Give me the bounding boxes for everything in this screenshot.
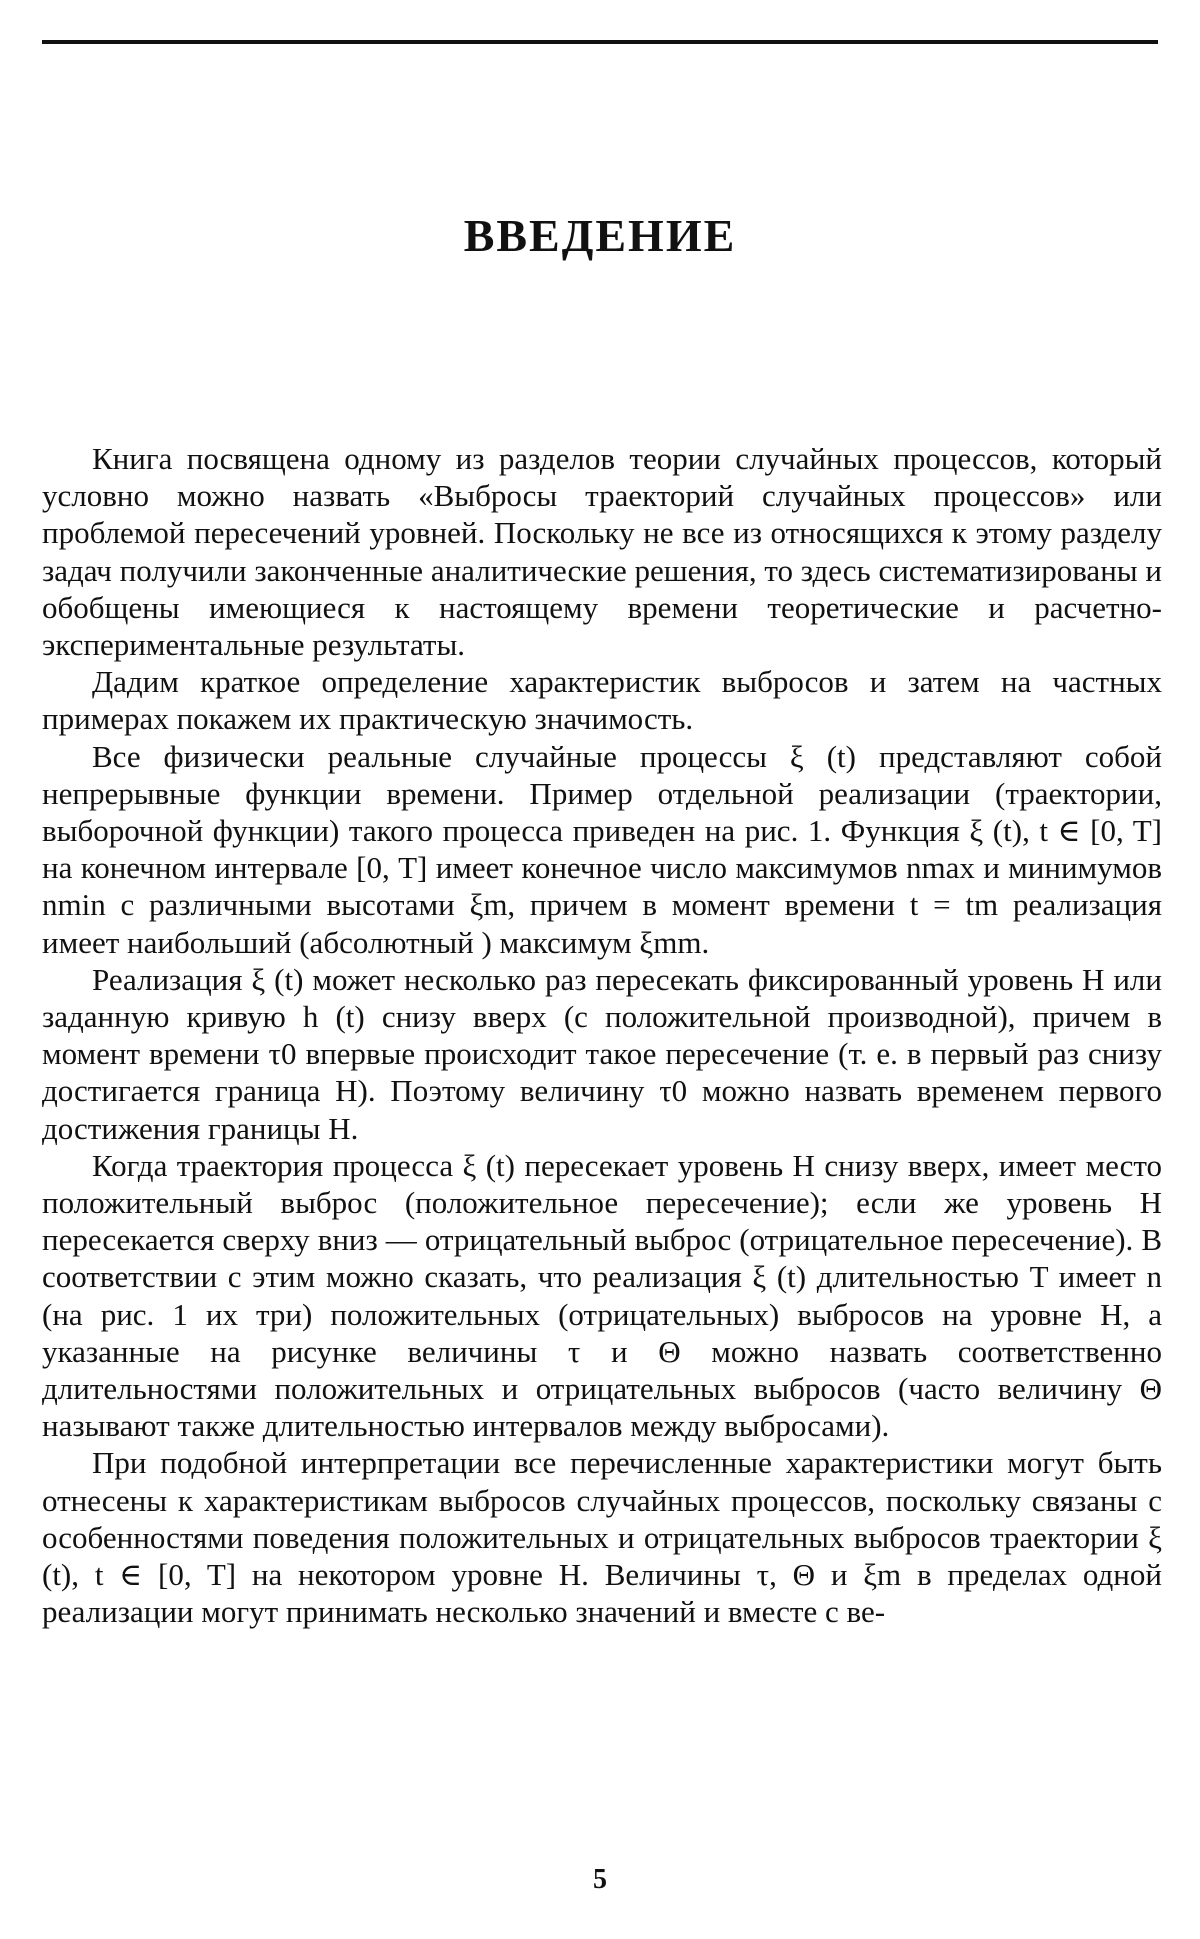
paragraph-2: Дадим краткое определение характеристик выбросов и затем на частных примерах покажем их практическую значимость. [42,664,1162,737]
paragraph-3: Все физически реальные случайные процессы ξ (t) представляют собой непрерывные функции времени. Пример отдельной реализации (траектории, выборочной функции) такого процесса приведен на рис. 1. Функция ξ (t), t ∈ [0, T] на конечном интервале [0, T] имеет конечное число максимумов nmax и минимумов nmin с различными высотами ξm, причем в момент времени t = tm реализация имеет наибольший (абсолютный ) максимум ξmm. [42,738,1162,960]
header-rule [42,40,1158,44]
paragraph-6: При подобной интерпретации все перечисленные характеристики могут быть отнесены к характеристикам выбросов случайных процессов, поскольку связаны с особенностями поведения положительных и отрицательных выбросов траектории ξ (t), t ∈ [0, T] на некотором уровне H. Величины τ, Θ и ξm в пределах одной реализации могут принимать несколько значений и вместе с ве- [42,1445,1162,1630]
paragraph-1: Книга посвящена одному из разделов теории случайных процессов, который условно можно назвать «Выбросы траекторий случайных процессов» или проблемой пересечений уровней. Поскольку не все из относящихся к этому разделу задач получили законченные аналитические решения, то здесь систематизированы и обобщены имеющиеся к настоящему времени теоретические и расчетно-экспериментальные результаты. [42,441,1162,663]
paragraph-4: Реализация ξ (t) может несколько раз пересекать фиксированный уровень H или заданную кривую h (t) снизу вверх (с положительной производной), причем в момент времени τ0 впервые происходит такое пересечение (т. е. в первый раз снизу достигается граница H). Поэтому величину τ0 можно назвать временем первого достижения границы H. [42,961,1162,1146]
chapter-title: ВВЕДЕНИЕ [463,209,737,261]
page-number: 5 [593,1864,607,1895]
body-text [42,440,1162,1631]
paragraph-5: Когда траектория процесса ξ (t) пересекает уровень H снизу вверх, имеет место положительный выброс (положительное пересечение); если же уровень H пересекается сверху вниз — отрицательный выброс (отрицательное пересечение). В соответствии с этим можно сказать, что реализация ξ (t) длительностью T имеет n (на рис. 1 их три) положительных (отрицательных) выбросов на уровне H, а указанные на рисунке величины τ и Θ можно назвать соответственно длительностями положительных и отрицательных выбросов (часто величину Θ называют также длительностью интервалов между выбросами). [42,1147,1162,1444]
